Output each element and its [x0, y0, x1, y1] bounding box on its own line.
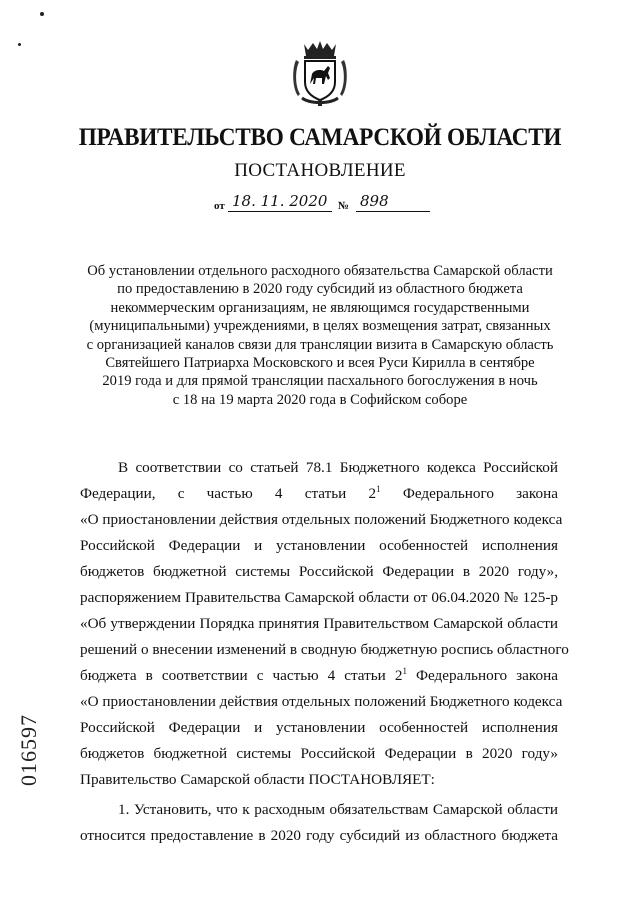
- government-title: ПРАВИТЕЛЬСТВО САМАРСКОЙ ОБЛАСТИ: [78, 124, 562, 151]
- date-number-line: [214, 192, 444, 214]
- body-line: 1. Установить, что к расходным обязательствам Самарской области: [118, 801, 558, 818]
- scan-speck: [18, 43, 21, 46]
- body-line: «О приостановлении действия отдельных положений Бюджетного кодекса: [80, 693, 563, 710]
- margin-registration-number: 016597: [16, 714, 41, 786]
- body-line: бюджетов бюджетной системы Российской Федерации в 2020 году»: [80, 745, 558, 762]
- body-line: распоряжением Правительства Самарской области от 06.04.2020 № 125-р: [80, 589, 558, 606]
- superscript: 1: [402, 666, 407, 676]
- body-text: Федерального закона: [406, 667, 558, 684]
- body-line: [80, 484, 558, 504]
- samara-coat-of-arms-icon: [290, 38, 350, 108]
- body-line: Российской Федерации и установлении особенностей исполнения: [80, 537, 558, 554]
- body-line: [80, 666, 558, 686]
- number-prefix: №: [338, 200, 350, 212]
- handwritten-number: 898: [356, 192, 430, 212]
- body-text: Федерального закона: [380, 485, 558, 502]
- subject-line: с организацией каналов связи для трансляции визита в Самарскую область: [86, 336, 554, 353]
- subject-line: по предоставлению в 2020 году субсидий из областного бюджета: [117, 281, 523, 298]
- body-line: относится предоставление в 2020 году субсидий из областного бюджета: [80, 827, 558, 844]
- subject-line: с 18 на 19 марта 2020 года в Софийском соборе: [172, 391, 468, 408]
- subject-line: Об установлении отдельного расходного обязательства Самарской области: [87, 263, 553, 279]
- subject-line: 2019 года и для прямой трансляции пасхального богослужения в ночь: [102, 373, 538, 390]
- body-text: Федерации, с частью 4 статьи 2: [80, 485, 377, 502]
- date-prefix: от: [214, 200, 225, 212]
- document-type: ПОСТАНОВЛЕНИЕ: [234, 160, 406, 181]
- body-text: бюджета в соответствии с частью 4 статьи 2: [80, 667, 403, 684]
- body-line: Правительство Самарской области ПОСТАНОВЛЯЕТ:: [80, 771, 435, 788]
- subject-line: некоммерческим организациям, не являющимся государственными: [110, 299, 530, 316]
- body-line: В соответствии со статьей 78.1 Бюджетного кодекса Российской: [118, 459, 558, 476]
- body-line: «О приостановлении действия отдельных положений Бюджетного кодекса: [80, 511, 563, 528]
- subject-line: (муниципальными) учреждениями, в целях возмещения затрат, связанных: [89, 318, 551, 335]
- subject-line: Святейшего Патриарха Московского и всея Руси Кирилла в сентябре: [105, 355, 535, 372]
- document-subject: [70, 262, 570, 409]
- body-line: решений о внесении изменений в сводную бюджетную роспись областного: [80, 641, 569, 658]
- superscript: 1: [376, 484, 381, 494]
- body-line: «Об утверждении Порядка принятия Правительством Самарской области: [80, 615, 558, 632]
- handwritten-date: 18. 11. 2020: [228, 192, 332, 212]
- body-line: Российской Федерации и установлении особенностей исполнения: [80, 719, 558, 736]
- body-line: бюджетов бюджетной системы Российской Федерации в 2020 году»,: [80, 563, 558, 580]
- scan-speck: [40, 12, 44, 16]
